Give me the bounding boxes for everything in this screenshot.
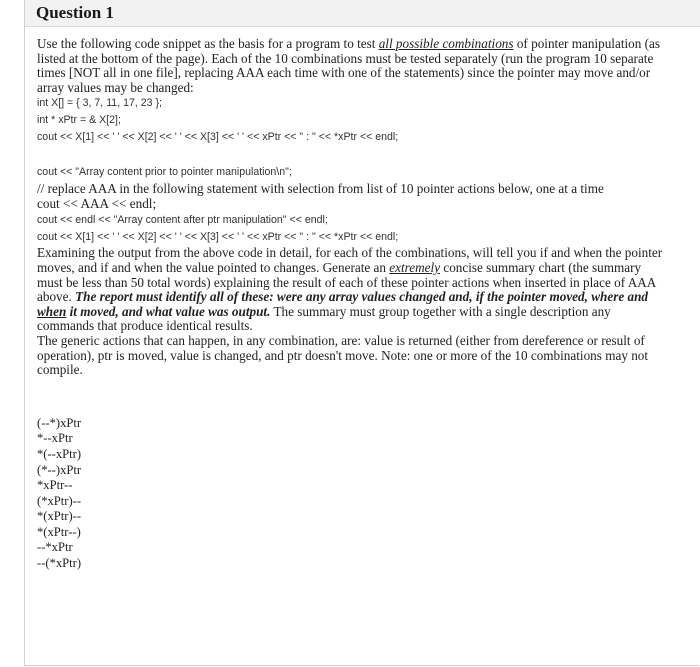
code-block-declarations [37,95,665,146]
combinations-list [37,416,665,572]
question-title: Question 1 [36,3,114,22]
list-item: --*xPtr [37,540,73,555]
code-block-manipulation [37,164,665,246]
code-line: cout << "Array content prior to pointer manipulation\n"; [37,166,292,179]
code-line: cout << AAA << endl; [37,196,157,212]
instructions-emphasis: extremely [389,259,441,275]
code-line: cout << X[1] << ' ' << X[2] << ' ' << X[3] << ' ' << xPtr << " : " << *xPtr << endl; [37,131,399,144]
instructions-requirement-when: when [37,303,67,319]
list-item: *xPtr-- [37,478,73,493]
list-item: *(--xPtr) [37,446,82,461]
instructions-text-cont: concise summary chart (the summary must be less than 50 total words) explaining the result of each of these pointer actions when inserted in place of AAA above. [37,259,656,305]
question-header [25,0,700,27]
intro-text-cont: of pointer manipulation (as listed at the bottom of the page). Each of the 10 combinations must be tested separately (run the program 10 separate times [NOT all in one file], replacing AAA each time with one of the statements) since the pointer may move and/or array values may be changed: [37,36,661,95]
intro-emphasis: all possible combinations [378,36,514,51]
list-item: (*xPtr)-- [37,493,82,508]
code-line: cout << X[1] << ' ' << X[2] << ' ' << X[3] << ' ' << xPtr << " : " << *xPtr << endl; [37,231,399,244]
intro-paragraph [37,37,665,95]
list-item: --(*xPtr) [37,556,82,571]
code-line: int * xPtr = & X[2]; [37,114,121,127]
list-item: *(xPtr)-- [37,509,82,524]
code-line: cout << endl << "Array content after ptr manipulation" << endl; [37,214,328,227]
code-comment-line: // replace AAA in the following statement with selection from list of 10 pointer actions below, one at a time [37,181,604,197]
instructions-text-end: The summary must group together with a single description any commands that produce identical results. [37,303,611,334]
code-line: int X[] = { 3, 7, 11, 17, 23 }; [37,97,162,110]
list-item: (*--)xPtr [37,462,82,477]
instructions-text: Examining the output from the above code in detail, for each of the combinations, will tell you if and when the pointer moves, and if and when the value pointed to changes. Generate an [37,245,663,275]
list-item: *--xPtr [37,431,73,446]
intro-text: Use the following code snippet as the basis for a program to test [37,36,379,51]
generic-actions-paragraph: The generic actions that can happen, in any combination, are: value is returned (either from dereference or result of operation), ptr is moved, value is changed, and ptr doesn't move. Note: one or more of the 10 combinations may not compile. [37,332,649,378]
instructions-requirement: The report must identify all of these: were any array values changed and, if the pointer moved, where and [75,289,648,305]
instructions-requirement-cont: it moved, and what value was output. [66,303,271,319]
question-panel [24,0,699,666]
instructions-paragraph [37,246,665,334]
list-item: (--*)xPtr [37,415,82,430]
question-body [37,37,665,572]
list-item: *(xPtr--) [37,524,81,539]
